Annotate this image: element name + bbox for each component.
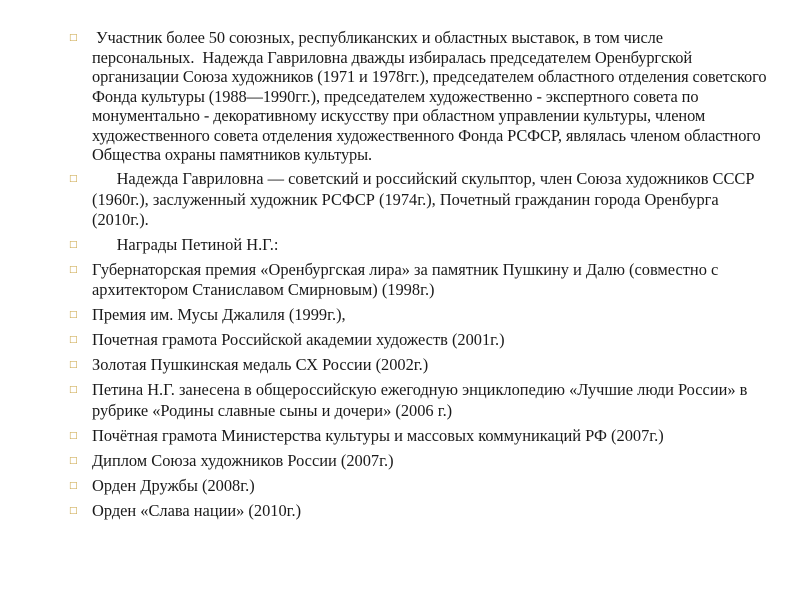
list-item-text: Почётная грамота Министерства культуры и массовых коммуникаций РФ (2007г.) — [92, 425, 664, 445]
list-item-text: Надежда Гавриловна — советский и российский скульптор, член Союза художников СССР (1960г.), заслуженный художник РСФСР (1974г.), Почетный гражданин города Оренбурга (2010г.). — [92, 169, 759, 229]
list-item-text: Награды Петиной Н.Г.: — [92, 234, 279, 254]
list-item-text: Почетная грамота Российской академии художеств (2001г.) — [92, 330, 505, 350]
content-area — [68, 28, 771, 526]
list-item — [68, 330, 768, 350]
list-item — [68, 355, 768, 375]
list-item-text: Петина Н.Г. занесена в общероссийскую ежегодную энциклопедию «Лучшие люди России» в рубрике «Родины славные сыны и дочери» (2006 г.) — [92, 380, 752, 420]
checkbox-bullet-icon: □ — [69, 385, 78, 396]
checkbox-bullet-icon: □ — [69, 239, 78, 250]
checkbox-bullet-icon: □ — [69, 455, 78, 466]
list-item — [68, 426, 768, 446]
checkbox-bullet-icon: □ — [69, 174, 78, 185]
list-item — [68, 169, 768, 230]
list-item-text: Диплом Союза художников России (2007г.) — [92, 450, 394, 470]
list-item-text: Губернаторская премия «Оренбургская лира» за памятник Пушкину и Далю (совместно с архитектором Станиславом Смирновым) (1998г.) — [92, 259, 723, 300]
list-item-text: Участник более 50 союзных, республиканских и областных выставок, в том числе персональных. Надежда Гавриловна дважды избиралась председателем Оренбургской организации Союза художников (1971 и 1978гг.), председателем областного отделения советского Фонда культуры (1988—1990гг.), председателем художественно - экспертного совета по монументально - декоративному искусству при областном управлении культуры, членом художественного совета отделения художественного Фонда РСФСР, являлась членом областного Общества охраны памятников культуры. — [92, 28, 771, 164]
checkbox-bullet-icon: □ — [69, 480, 78, 491]
list-item — [68, 260, 768, 301]
list-item-text: Орден Дружбы (2008г.) — [92, 475, 255, 495]
checkbox-bullet-icon: □ — [69, 33, 78, 43]
list-item-text: Премия им. Мусы Джалиля (1999г.), — [92, 305, 346, 325]
checkbox-bullet-icon: □ — [69, 264, 78, 275]
checkbox-bullet-icon: □ — [69, 430, 78, 441]
list-item — [68, 451, 768, 471]
list-item — [68, 380, 768, 421]
list-item-text: Золотая Пушкинская медаль СХ России (2002г.) — [92, 355, 429, 375]
checkbox-bullet-icon: □ — [69, 505, 78, 516]
checkbox-bullet-icon: □ — [69, 310, 78, 321]
list-item-text: Орден «Слава нации» (2010г.) — [92, 500, 302, 520]
checkbox-bullet-icon: □ — [69, 360, 78, 371]
list-item — [68, 235, 768, 255]
list-item — [68, 501, 768, 521]
list-item — [68, 476, 768, 496]
bullet-list — [68, 28, 771, 521]
list-item — [68, 28, 771, 165]
checkbox-bullet-icon: □ — [69, 335, 78, 346]
list-item — [68, 305, 768, 325]
